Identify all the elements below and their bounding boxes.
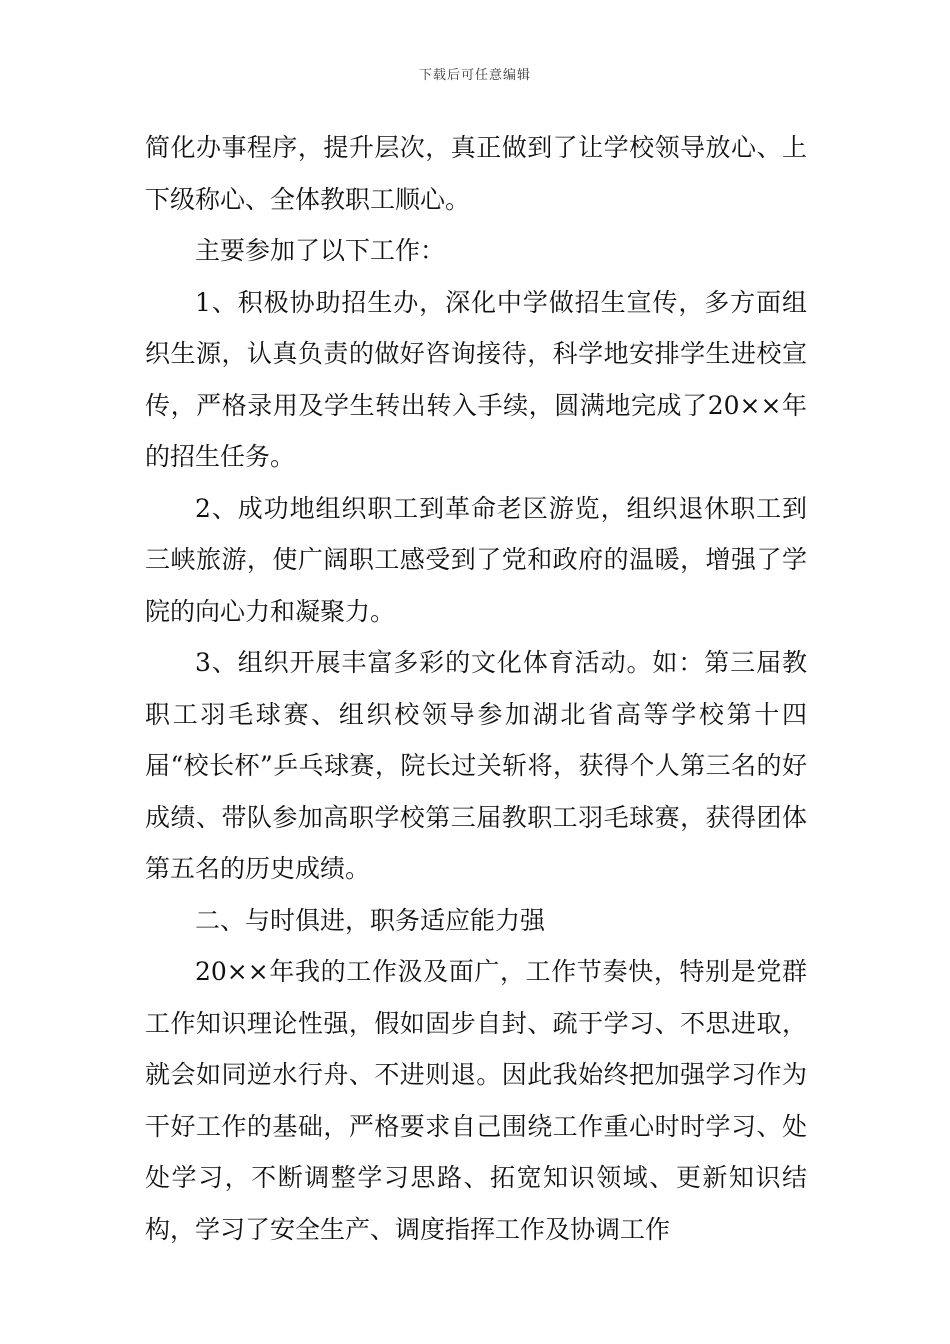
- paragraph-4: 2、成功地组织职工到革命老区游览，组织退休职工到三峡旅游，使广阔职工感受到了党和政府的温暖，增强了学院的向心力和凝聚力。: [145, 493, 807, 626]
- document-body: [145, 122, 807, 1255]
- section-heading: 二、与时俱进，职务适应能力强: [195, 905, 546, 935]
- paragraph-1: 简化办事程序，提升层次，真正做到了让学校领导放心、上下级称心、全体教职工顺心。: [145, 133, 807, 214]
- paragraph-7: 20××年我的工作汲及面广，工作节奏快，特别是党群工作知识理论性强，假如固步自封、疏于学习、不思进取，就会如同逆水行舟、不进则退。因此我始终把加强学习作为干好工作的基础，严格要求自己围绕工作重心时时学习、处处学习，不断调整学习思路、拓宽知识领域、更新知识结构，学习了安全生产、调度指挥工作及协调工作: [145, 957, 807, 1244]
- paragraph-5: 3、组织开展丰富多彩的文化体育活动。如：第三届教职工羽毛球赛、组织校领导参加湖北省高等学校第十四届“校长杯”乒乓球赛，院长过关斩将，获得个人第三名的好成绩、带队参加高职学校第三届教职工羽毛球赛，获得团体第五名的历史成绩。: [145, 648, 807, 883]
- paragraph-3: 1、积极协助招生办，深化中学做招生宣传，多方面组织生源，认真负责的做好咨询接待，科学地安排学生进校宣传，严格录用及学生转出转入手续，圆满地完成了20××年的招生任务。: [145, 287, 807, 471]
- header-note: 下载后可任意编辑: [418, 68, 531, 83]
- paragraph-2: 主要参加了以下工作：: [195, 236, 446, 265]
